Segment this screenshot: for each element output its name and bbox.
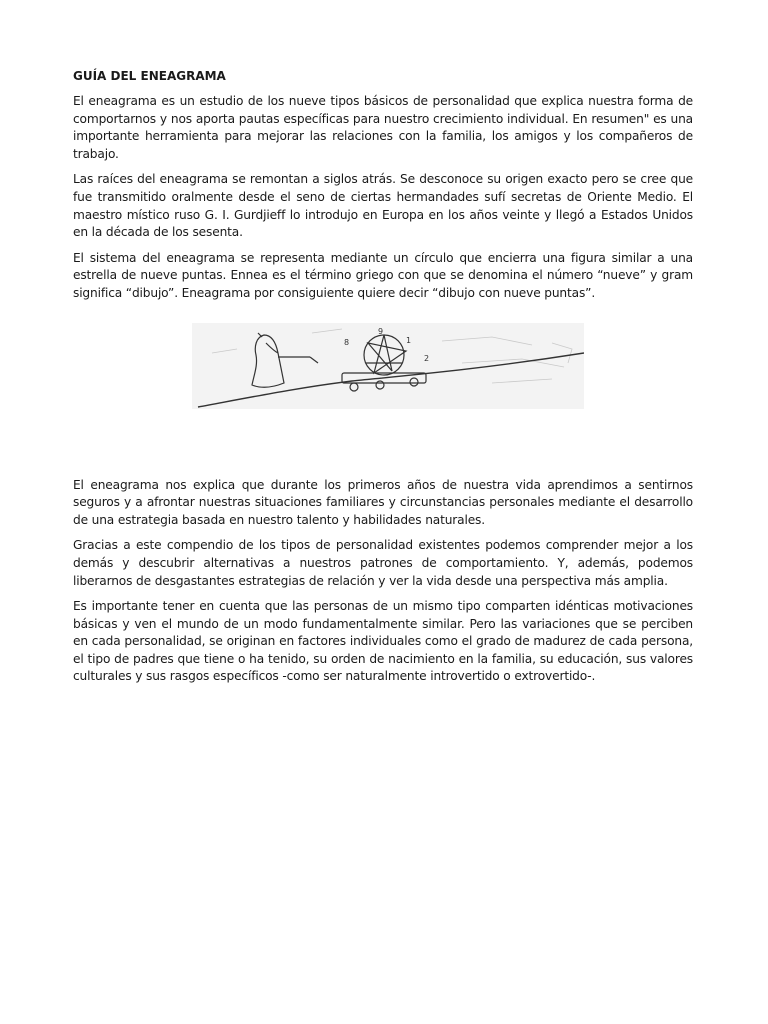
enneagram-illustration — [192, 323, 584, 409]
enneagram-drawing — [192, 323, 584, 409]
paragraph-childhood: El eneagrama nos explica que durante los primeros años de nuestra vida aprendimos a sentirnos seguros y a afrontar nuestras situaciones familiares y circunstancias personales mediante el desarrollo de una estrategia basada en nuestro talento y habilidades naturales. — [73, 477, 693, 527]
paragraph-intro: El eneagrama es un estudio de los nueve tipos básicos de personalidad que explica nuestra forma de comportarnos y nos aporta pautas específicas para nuestro crecimiento individual. En resumen" es una importante herramienta para mejorar las relaciones con la familia, los amigos y los compañeros de trabajo. — [73, 94, 693, 161]
document-content — [73, 68, 693, 694]
paragraph-variations: Es importante tener en cuenta que las personas de un mismo tipo comparten idénticas motivaciones básicas y ven el mundo de un modo fundamentalmente similar. Pero las variaciones que se perciben en cada personalidad, se originan en factores individuales como el grado de madurez de cada persona, el tipo de padres que tiene o ha tenido, su orden de nacimiento en la familia, su educación, sus valores culturales y sus rasgos específicos -como ser naturalmente introvertido o extrovertido-. — [73, 599, 693, 684]
paragraph-origins: Las raíces del eneagrama se remontan a siglos atrás. Se desconoce su origen exacto pero se cree que fue transmitido oralmente desde el seno de ciertas hermandades sufí secretas de Oriente Medio. El maestro místico ruso G. I. Gurdjieff lo introdujo en Europa en los años veinte y llegó a Estados Unidos en la década de los sesenta. — [73, 172, 693, 240]
label-9: 9 — [378, 326, 384, 336]
label-8: 8 — [344, 337, 350, 347]
paragraph-compendium: Gracias a este compendio de los tipos de personalidad existentes podemos comprender mejor a los demás y descubrir alternativas a nuestros patrones de comportamiento. Y, además, podemos liberarnos de desgastantes estrategias de relación y ver la vida desde una perspectiva más amplia. — [73, 538, 693, 588]
figure-container — [73, 323, 693, 453]
paragraph-system: El sistema del eneagrama se representa mediante un círculo que encierra una figura similar a una estrella de nueve puntas. Ennea es el término griego con que se denomina el número “nueve” y gram significa “dibujo”. Eneagrama por consiguiente quiere decir “dibujo con nueve puntas”. — [73, 250, 693, 300]
label-2: 2 — [424, 353, 430, 363]
label-1: 1 — [406, 335, 412, 345]
document-title: GUÍA DEL ENEAGRAMA — [73, 69, 226, 83]
